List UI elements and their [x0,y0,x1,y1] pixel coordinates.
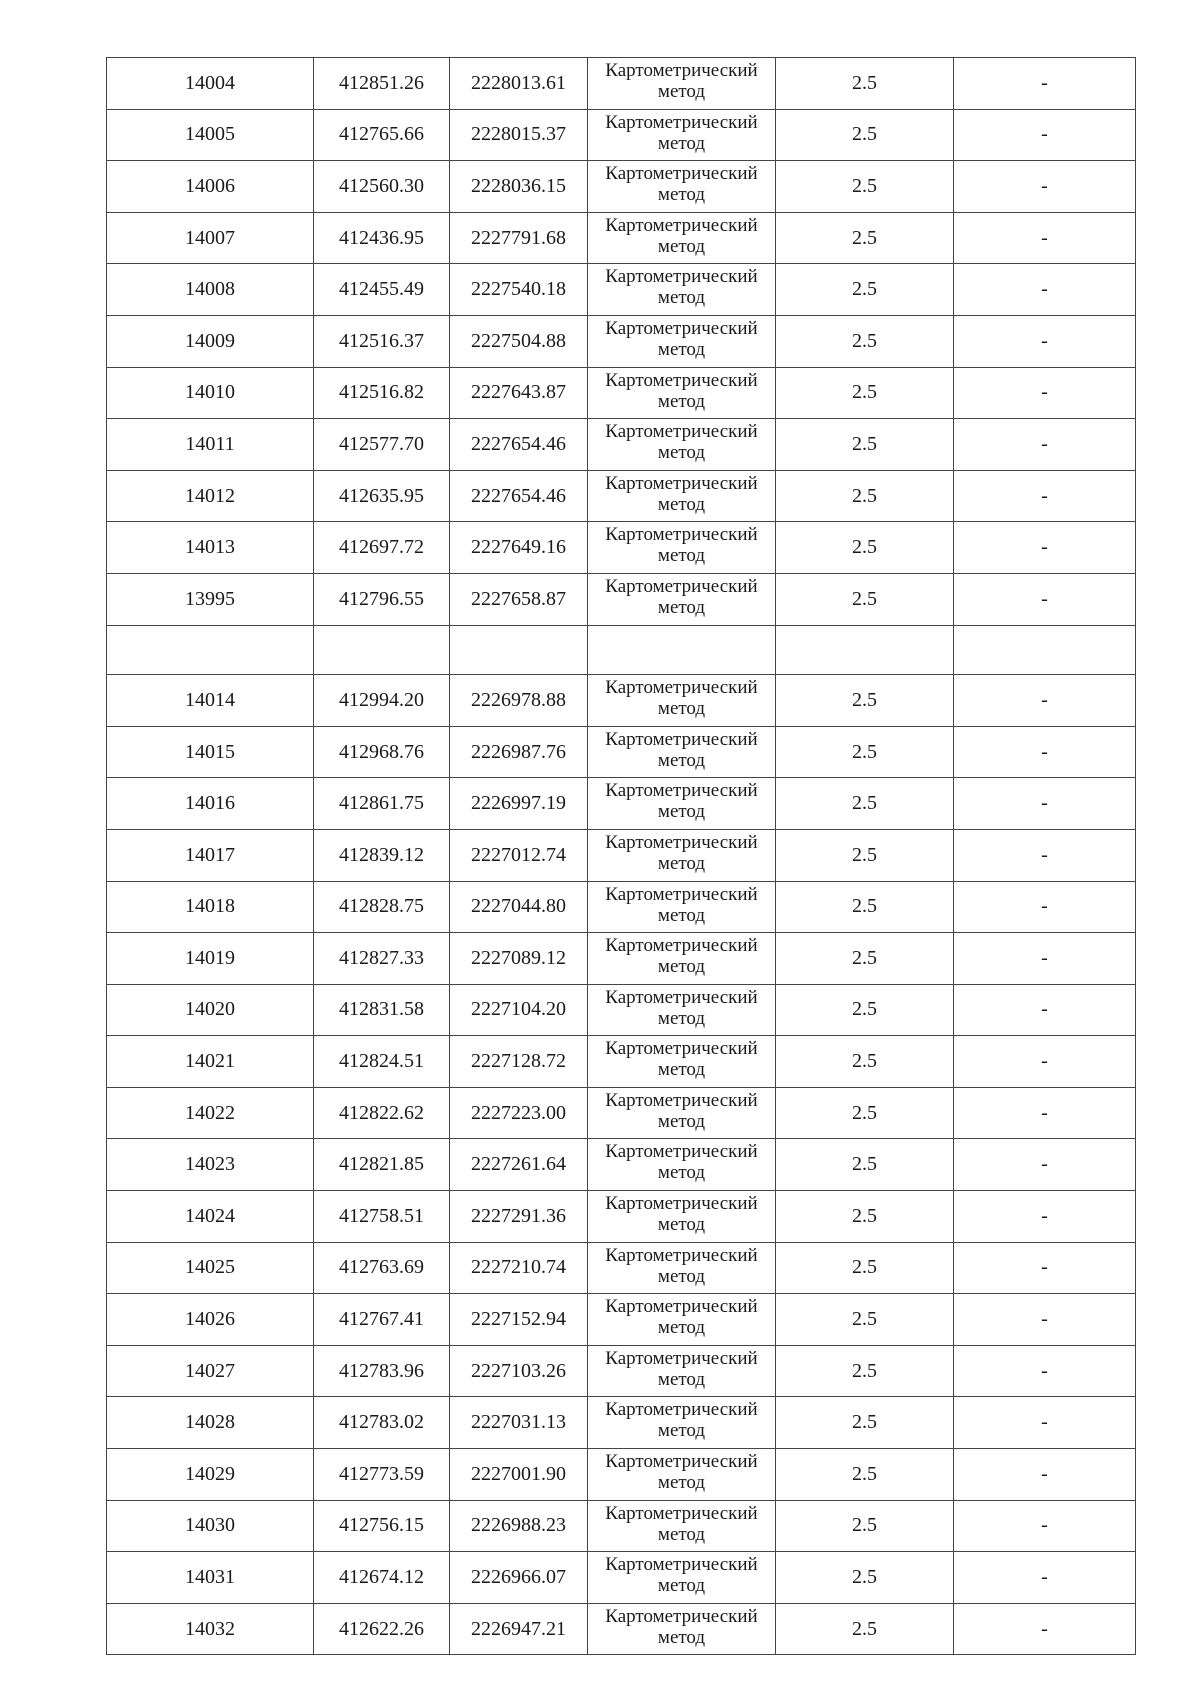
point-id-cell: 14021 [107,1036,314,1088]
method-label-line2: метод [657,1162,706,1184]
x-coordinate-cell: 412828.75 [314,881,450,933]
note-cell: - [954,675,1136,727]
accuracy-cell: 2.5 [776,1294,954,1346]
y-coordinate-cell: 2227223.00 [450,1087,588,1139]
table-row [107,1139,1136,1191]
note-cell: - [954,573,1136,625]
table-row [107,573,1136,625]
table-row [107,933,1136,985]
method-label-line1: Картометрический [605,677,758,699]
point-id-cell: 14018 [107,881,314,933]
method-label-line2: метод [657,1059,706,1081]
note-cell: - [954,58,1136,110]
note-cell: - [954,778,1136,830]
note-cell: - [954,1087,1136,1139]
x-coordinate-cell: 412767.41 [314,1294,450,1346]
empty-cell [314,625,450,675]
method-label-line1: Картометрический [605,524,758,546]
accuracy-cell: 2.5 [776,522,954,574]
x-coordinate-cell: 412674.12 [314,1552,450,1604]
method-label-line1: Картометрический [605,883,758,905]
method-label-line1: Картометрический [605,163,758,185]
y-coordinate-cell: 2228036.15 [450,161,588,213]
method-label-line1: Картометрический [605,1554,758,1576]
x-coordinate-cell: 412697.72 [314,522,450,574]
table-row [107,58,1136,110]
accuracy-cell: 2.5 [776,881,954,933]
accuracy-cell: 2.5 [776,1242,954,1294]
x-coordinate-cell: 412822.62 [314,1087,450,1139]
x-coordinate-cell: 412994.20 [314,675,450,727]
y-coordinate-cell: 2227001.90 [450,1449,588,1501]
method-label-line1: Картометрический [605,935,758,957]
y-coordinate-cell: 2227540.18 [450,264,588,316]
method-label-line2: метод [657,1420,706,1442]
method-cell [588,264,776,316]
note-cell: - [954,1449,1136,1501]
table-row [107,829,1136,881]
note-cell: - [954,419,1136,471]
y-coordinate-cell: 2227649.16 [450,522,588,574]
point-id-cell: 14016 [107,778,314,830]
x-coordinate-cell: 412821.85 [314,1139,450,1191]
method-cell [588,1139,776,1191]
y-coordinate-cell: 2227654.46 [450,419,588,471]
method-cell [588,522,776,574]
method-cell [588,1345,776,1397]
note-cell: - [954,1345,1136,1397]
y-coordinate-cell: 2226997.19 [450,778,588,830]
y-coordinate-cell: 2227791.68 [450,212,588,264]
y-coordinate-cell: 2227210.74 [450,1242,588,1294]
note-cell: - [954,161,1136,213]
y-coordinate-cell: 2228013.61 [450,58,588,110]
note-cell: - [954,829,1136,881]
method-label-line1: Картометрический [605,111,758,133]
y-coordinate-cell: 2227152.94 [450,1294,588,1346]
table-row [107,470,1136,522]
method-cell [588,675,776,727]
method-label-line2: метод [657,1265,706,1287]
method-label-line1: Картометрический [605,986,758,1008]
x-coordinate-cell: 412861.75 [314,778,450,830]
method-label-line2: метод [657,1472,706,1494]
method-label-line1: Картометрический [605,1296,758,1318]
accuracy-cell: 2.5 [776,1449,954,1501]
point-id-cell: 14027 [107,1345,314,1397]
table-row [107,1603,1136,1655]
y-coordinate-cell: 2227044.80 [450,881,588,933]
method-cell [588,58,776,110]
method-cell [588,829,776,881]
point-id-cell: 14030 [107,1500,314,1552]
y-coordinate-cell: 2227654.46 [450,470,588,522]
x-coordinate-cell: 412765.66 [314,109,450,161]
empty-cell [588,625,776,675]
accuracy-cell: 2.5 [776,367,954,419]
accuracy-cell: 2.5 [776,58,954,110]
point-id-cell: 14004 [107,58,314,110]
x-coordinate-cell: 412622.26 [314,1603,450,1655]
method-cell [588,212,776,264]
method-cell [588,881,776,933]
method-label-line1: Картометрический [605,421,758,443]
table-row [107,1345,1136,1397]
method-label-line2: метод [657,1368,706,1390]
note-cell: - [954,264,1136,316]
accuracy-cell: 2.5 [776,1345,954,1397]
method-cell [588,367,776,419]
point-id-cell: 14032 [107,1603,314,1655]
accuracy-cell: 2.5 [776,573,954,625]
x-coordinate-cell: 412436.95 [314,212,450,264]
accuracy-cell: 2.5 [776,419,954,471]
point-id-cell: 14024 [107,1191,314,1243]
table-row [107,675,1136,727]
x-coordinate-cell: 412455.49 [314,264,450,316]
method-label-line1: Картометрический [605,369,758,391]
x-coordinate-cell: 412577.70 [314,419,450,471]
method-label-line1: Картометрический [605,780,758,802]
point-id-cell: 14005 [107,109,314,161]
method-label-line2: метод [657,390,706,412]
method-cell [588,1397,776,1449]
coordinates-table [106,57,1136,1655]
table-row [107,109,1136,161]
accuracy-cell: 2.5 [776,1397,954,1449]
accuracy-cell: 2.5 [776,161,954,213]
point-id-cell: 14022 [107,1087,314,1139]
point-id-cell: 14013 [107,522,314,574]
table-row [107,1294,1136,1346]
method-cell [588,1294,776,1346]
x-coordinate-cell: 412758.51 [314,1191,450,1243]
method-cell [588,1500,776,1552]
point-id-cell: 14006 [107,161,314,213]
y-coordinate-cell: 2228015.37 [450,109,588,161]
y-coordinate-cell: 2227103.26 [450,1345,588,1397]
table-row [107,1500,1136,1552]
accuracy-cell: 2.5 [776,1603,954,1655]
method-cell [588,1552,776,1604]
table-row [107,984,1136,1036]
method-label-line2: метод [657,132,706,154]
y-coordinate-cell: 2227104.20 [450,984,588,1036]
note-cell: - [954,726,1136,778]
method-cell [588,315,776,367]
x-coordinate-cell: 412560.30 [314,161,450,213]
note-cell: - [954,1294,1136,1346]
empty-cell [107,625,314,675]
table-row [107,367,1136,419]
accuracy-cell: 2.5 [776,778,954,830]
method-label-line2: метод [657,1523,706,1545]
x-coordinate-cell: 412756.15 [314,1500,450,1552]
y-coordinate-cell: 2227291.36 [450,1191,588,1243]
y-coordinate-cell: 2227261.64 [450,1139,588,1191]
accuracy-cell: 2.5 [776,829,954,881]
x-coordinate-cell: 412516.37 [314,315,450,367]
method-label-line1: Картометрический [605,728,758,750]
y-coordinate-cell: 2227504.88 [450,315,588,367]
x-coordinate-cell: 412635.95 [314,470,450,522]
y-coordinate-cell: 2226978.88 [450,675,588,727]
accuracy-cell: 2.5 [776,1552,954,1604]
note-cell: - [954,109,1136,161]
point-id-cell: 14015 [107,726,314,778]
point-id-cell: 14014 [107,675,314,727]
accuracy-cell: 2.5 [776,1036,954,1088]
accuracy-cell: 2.5 [776,726,954,778]
accuracy-cell: 2.5 [776,933,954,985]
x-coordinate-cell: 412516.82 [314,367,450,419]
method-label-line2: метод [657,442,706,464]
method-cell [588,419,776,471]
point-id-cell: 14020 [107,984,314,1036]
x-coordinate-cell: 412796.55 [314,573,450,625]
accuracy-cell: 2.5 [776,1087,954,1139]
note-cell: - [954,1500,1136,1552]
x-coordinate-cell: 412831.58 [314,984,450,1036]
point-id-cell: 14028 [107,1397,314,1449]
method-label-line2: метод [657,956,706,978]
table-row [107,1087,1136,1139]
note-cell: - [954,933,1136,985]
note-cell: - [954,315,1136,367]
table-row-blank [107,625,1136,675]
note-cell: - [954,984,1136,1036]
point-id-cell: 14007 [107,212,314,264]
method-label-line2: метод [657,801,706,823]
method-cell [588,1191,776,1243]
table-row [107,264,1136,316]
note-cell: - [954,212,1136,264]
method-cell [588,984,776,1036]
table-row [107,1397,1136,1449]
method-cell [588,109,776,161]
table-row [107,315,1136,367]
y-coordinate-cell: 2226987.76 [450,726,588,778]
method-cell [588,573,776,625]
accuracy-cell: 2.5 [776,109,954,161]
table-row [107,161,1136,213]
method-cell [588,1036,776,1088]
table-row [107,1036,1136,1088]
table-row [107,1552,1136,1604]
x-coordinate-cell: 412968.76 [314,726,450,778]
method-cell [588,1449,776,1501]
method-cell [588,1087,776,1139]
method-label-line2: метод [657,1626,706,1648]
method-label-line1: Картометрический [605,1502,758,1524]
method-label-line1: Картометрический [605,1347,758,1369]
y-coordinate-cell: 2227643.87 [450,367,588,419]
method-label-line1: Картометрический [605,1038,758,1060]
method-label-line2: метод [657,493,706,515]
accuracy-cell: 2.5 [776,470,954,522]
accuracy-cell: 2.5 [776,1139,954,1191]
method-label-line2: метод [657,184,706,206]
point-id-cell: 14025 [107,1242,314,1294]
method-label-line2: метод [657,904,706,926]
method-label-line2: метод [657,1575,706,1597]
point-id-cell: 14009 [107,315,314,367]
method-cell [588,1242,776,1294]
method-label-line2: метод [657,749,706,771]
accuracy-cell: 2.5 [776,212,954,264]
method-cell [588,1603,776,1655]
note-cell: - [954,1397,1136,1449]
table-row [107,778,1136,830]
table-row [107,881,1136,933]
empty-cell [776,625,954,675]
note-cell: - [954,1036,1136,1088]
method-label-line1: Картометрический [605,1141,758,1163]
method-label-line1: Картометрический [605,1193,758,1215]
method-cell [588,726,776,778]
note-cell: - [954,881,1136,933]
method-label-line2: метод [657,1007,706,1029]
point-id-cell: 13995 [107,573,314,625]
method-label-line1: Картометрический [605,1399,758,1421]
method-label-line2: метод [657,338,706,360]
table-body [107,58,1136,1655]
method-label-line1: Картометрический [605,317,758,339]
note-cell: - [954,1603,1136,1655]
method-label-line1: Картометрический [605,1605,758,1627]
point-id-cell: 14026 [107,1294,314,1346]
accuracy-cell: 2.5 [776,1500,954,1552]
method-label-line2: метод [657,287,706,309]
empty-cell [954,625,1136,675]
method-label-line2: метод [657,235,706,257]
x-coordinate-cell: 412824.51 [314,1036,450,1088]
y-coordinate-cell: 2226966.07 [450,1552,588,1604]
method-label-line1: Картометрический [605,575,758,597]
table-row [107,522,1136,574]
note-cell: - [954,1552,1136,1604]
point-id-cell: 14017 [107,829,314,881]
y-coordinate-cell: 2227012.74 [450,829,588,881]
method-label-line1: Картометрический [605,1089,758,1111]
x-coordinate-cell: 412763.69 [314,1242,450,1294]
accuracy-cell: 2.5 [776,675,954,727]
method-label-line2: метод [657,698,706,720]
x-coordinate-cell: 412851.26 [314,58,450,110]
accuracy-cell: 2.5 [776,1191,954,1243]
point-id-cell: 14023 [107,1139,314,1191]
method-label-line1: Картометрический [605,472,758,494]
method-cell [588,470,776,522]
point-id-cell: 14031 [107,1552,314,1604]
table-row [107,212,1136,264]
table-row [107,1191,1136,1243]
x-coordinate-cell: 412773.59 [314,1449,450,1501]
y-coordinate-cell: 2226988.23 [450,1500,588,1552]
method-label-line2: метод [657,596,706,618]
table-row [107,419,1136,471]
point-id-cell: 14008 [107,264,314,316]
note-cell: - [954,470,1136,522]
method-label-line1: Картометрический [605,60,758,81]
method-label-line1: Картометрический [605,1451,758,1473]
method-cell [588,778,776,830]
accuracy-cell: 2.5 [776,315,954,367]
table-row [107,1449,1136,1501]
method-label-line2: метод [657,1317,706,1339]
method-label-line2: метод [657,852,706,874]
point-id-cell: 14029 [107,1449,314,1501]
y-coordinate-cell: 2227658.87 [450,573,588,625]
note-cell: - [954,1242,1136,1294]
method-cell [588,161,776,213]
method-label-line2: метод [657,1214,706,1236]
point-id-cell: 14019 [107,933,314,985]
method-label-line2: метод [657,545,706,567]
y-coordinate-cell: 2227031.13 [450,1397,588,1449]
method-cell [588,933,776,985]
method-label-line1: Картометрический [605,831,758,853]
table-row [107,1242,1136,1294]
note-cell: - [954,367,1136,419]
x-coordinate-cell: 412783.02 [314,1397,450,1449]
method-label-line1: Картометрический [605,1244,758,1266]
table-row [107,726,1136,778]
note-cell: - [954,522,1136,574]
method-label-line2: метод [657,81,706,102]
note-cell: - [954,1191,1136,1243]
accuracy-cell: 2.5 [776,264,954,316]
method-label-line2: метод [657,1110,706,1132]
point-id-cell: 14010 [107,367,314,419]
point-id-cell: 14011 [107,419,314,471]
x-coordinate-cell: 412827.33 [314,933,450,985]
point-id-cell: 14012 [107,470,314,522]
y-coordinate-cell: 2227128.72 [450,1036,588,1088]
note-cell: - [954,1139,1136,1191]
x-coordinate-cell: 412839.12 [314,829,450,881]
accuracy-cell: 2.5 [776,984,954,1036]
method-label-line1: Картометрический [605,266,758,288]
empty-cell [450,625,588,675]
x-coordinate-cell: 412783.96 [314,1345,450,1397]
y-coordinate-cell: 2227089.12 [450,933,588,985]
method-label-line1: Картометрический [605,214,758,236]
y-coordinate-cell: 2226947.21 [450,1603,588,1655]
